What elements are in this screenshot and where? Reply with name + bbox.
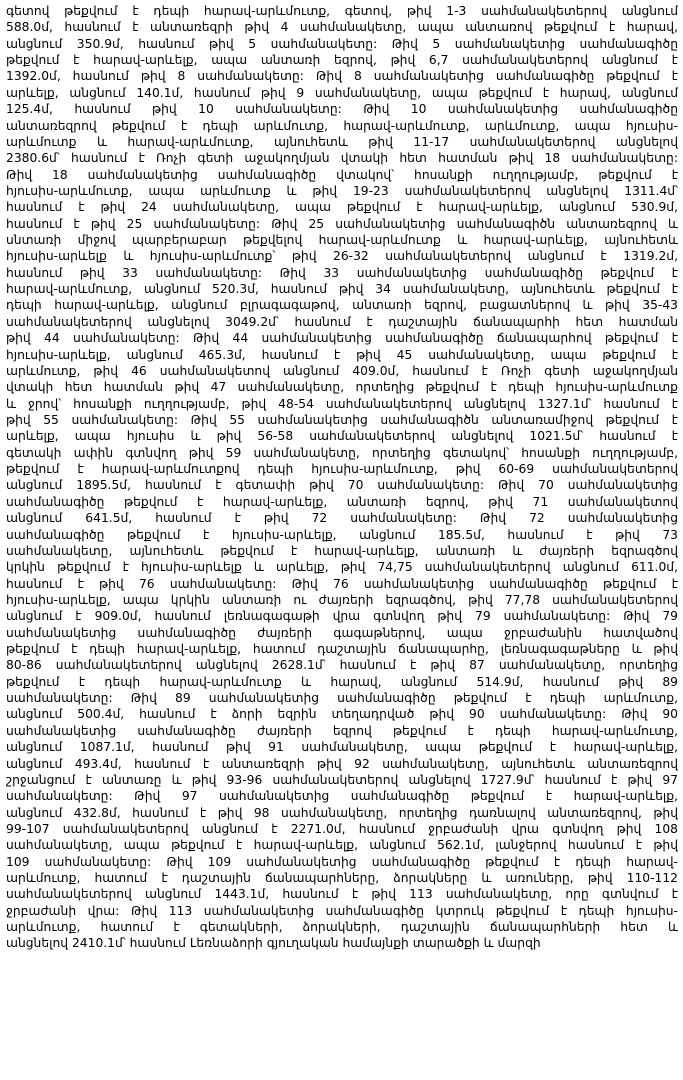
text-line: և ջրով՝ հոսանքի ուղղությամբ, թիվ 48-54 սահմանակետերով անցնելով 1327.1մ՝ հասնում է [6, 396, 678, 411]
text-line: անցնելով 2410.1մ՝ հասնում Լեռնաձորի գյուղական համայնքի տարածքի և մարզի [6, 936, 541, 951]
text-line: սահմանակետերով անցնելով 3049.2մ՝ հասնում է դաշտային ճանապարհի հետ հատման [6, 314, 678, 329]
text-line: հասնում է թիվ 24 սահմանակետը, ապա թեքվում է հարավ-արևելք, անցնում 530.9մ, [6, 200, 678, 215]
text-line: 125.4մ, հասնում թիվ 10 սահմանակետը: Թիվ 10 սահմանակետից սահմանագիծը [6, 102, 678, 117]
text-line: թեքվում է դեպի հարավ-արևմուտք և հարավ, անցնում 514.9մ, հասնում թիվ 89 [6, 674, 678, 689]
text-line: արևմուտք, հատում է դաշտային ճանապարհները, ձորակները և առուները, թիվ 110-112 [6, 871, 678, 886]
text-line: 99-107 սահմանակետերով անցնում է 2271.0մ, հասնում ջրբաժանի վրա գտնվող թիվ 108 [6, 821, 678, 836]
text-line [6, 952, 678, 968]
text-line: 109 սահմանակետը: Թիվ 109 սահմանակետից սահմանագիծը թեքվում է դեպի հարավ- [6, 854, 678, 869]
text-line: անցնում է 909.0մ, հասնում լեռնագագաթի վրա գտնվող թիվ 79 սահմանակետը: Թիվ 79 [6, 609, 678, 624]
text-line: անցնում 432.8մ, հասնում է թիվ 98 սահմանակետը, որտեղից դառնալով անտառեզրով, թիվ [6, 805, 678, 820]
text-line: սահմանակետը, այնուհետև թեքվում է հարավ-արևելք, անտառի և ժայռերի եզրագծով [6, 543, 678, 558]
text-line: դեպի հարավ-արևելք, անցնում բլրագագաթով, անտառի եզրով, բացատներով և թիվ 35-43 [6, 298, 678, 313]
text-line: հասնում թիվ 33 սահմանակետը: Թիվ 33 սահմանակետից սահմանագիծը թեքվում է [6, 265, 678, 280]
text-line: կրկին թեքվում է հյուսիս-արևելք և արևելք, թիվ 74,75 սահմանակետերով անցնում 611.0մ, [6, 560, 678, 575]
text-line: անցնում 1895.5մ, հասնում է գետափի թիվ 70 սահմանակետը: Թիվ 70 սահմանակետից [6, 478, 678, 493]
text-line: արևմուտք և հարավ-արևմուտք, այնուհետև թիվ 11-17 սահմանակետերով անցնելով [6, 134, 678, 149]
text-line: արևմուտք, թիվ 46 սահմանակետով անցնում 409.0մ, հասնում է Ռոչի գետի աջակողմյան [6, 363, 678, 378]
text-line: անցնում 493.4մ, հասնում է անտառեզրի թիվ 92 սահմանակետը, այնուհետև անտառեզրով [6, 756, 678, 771]
text-line: թիվ 44 սահմանակետը: Թիվ 44 սահմանակետից սահմանագիծը ճանապարհով թեքվում է [6, 331, 678, 346]
text-line: անցնում 641.5մ, հասնում է թիվ 72 սահմանակետը: Թիվ 72 սահմանակետից [6, 511, 678, 526]
text-line: 2380.6մ՝ հասնում է Ռոչի գետի աջակողմյան վտակի հետ հատման թիվ 18 սահմանակետը: [6, 151, 678, 166]
text-line: սահմանակետից սահմանագիծը ժայռերի գագաթներով, ապա ջրբաժանին հատվածով [6, 625, 678, 640]
text-line: հասնում է թիվ 25 սահմանակետը: Թիվ 25 սահմանակետից սահմանագիծն անտառեզրով և [6, 216, 678, 231]
text-line: արևելք, ապա հյուսիս և թիվ 56-58 սահմանակետերով անցնելով 1021.5մ՝ հասնում է [6, 429, 678, 444]
text-line: 1392.0մ, հասնում թիվ 8 սահմանակետը: Թիվ 8 սահմանակետից սահմանագիծը թեքվում է [6, 69, 678, 84]
text-line: 80-86 սահմանակետերով անցնելով 2628.1մ՝ հասնում է թիվ 87 սահմանակետը, որտեղից [6, 658, 678, 673]
text-line: հյուսիս-արևելք, անցնում 465.3մ, հասնում է թիվ 45 սահմանակետը, ապա թեքվում է [6, 347, 678, 362]
text-line: գետով թեքվում է դեպի հարավ-արևմուտք, գետով, թիվ 1-3 սահմանակետերով անցնում [6, 4, 678, 18]
text-line: սահմանակետը: Թիվ 97 սահմանակետից սահմանագիծը թեքվում է հարավ-արևելք, [6, 789, 678, 804]
text-line: թեքվում է հարավ-արևելք, ապա անտառի եզրով, թիվ 6,7 սահմանակետերով անցնում է [6, 53, 678, 68]
text-line: հարավ-արևմուտք, անցնում 520.3մ, հասնում թիվ 34 սահմանակետը, այնուհետև թեքվում է [6, 282, 678, 297]
text-line: սահմանակետից սահմանագիծը ժայռերի եզրով թեքվում է դեպի հարավ-արևմուտք, [6, 723, 678, 738]
text-line: արևելք, անցնում 140.1մ, հասնում թիվ 9 սահմանակետը, ապա թեքվում է հարավ, անցնում [6, 85, 678, 100]
text-line: Թիվ 18 սահմանակետից սահմանագիծը վտակով՝ հոսանքի ուղղությամբ, թեքվում է [6, 167, 678, 182]
text-line: ջրբաժանի վրա: Թիվ 113 սահմանակետից սահմանագիծը կտրուկ թեքվում է դեպի հյուսիս- [6, 903, 678, 918]
text-line: սնտառի միջով պարբերաբար թեքվելով հարավ-արևմուտք և հարավ-արևելք, այնուհետև [6, 233, 678, 248]
text-line: գետակի ափին գտնվող թիվ 59 սահմանակետը, որտեղից գետակով՝ հոսանքի ուղղությամբ, [6, 445, 678, 460]
text-line: սահմանագիծը թեքվում է հյուսիս-արևելք, անցնում 185.5մ, հասնում է թիվ 73 [6, 527, 678, 542]
text-line: անցնում 1087.1մ, հասնում թիվ 91 սահմանակետը, ապա թեքվում է հարավ-արևելք, [6, 740, 678, 755]
text-line: արևմուտք, հատում է գետակների, ձորակների, դաշտային ճանապարհների հետ և [6, 920, 678, 935]
text-line: սահմանակետը: Թիվ 89 սահմանակետից սահմանագիծը թեքվում է դեպի արևմուտք, [6, 691, 678, 706]
text-line: թեքվում է դեպի հարավ-արևելք, հատում դաշտային ճանապարհը, լեռնագագաթները և թիվ [6, 642, 678, 657]
text-line: հասնում է թիվ 76 սահմանակետը: Թիվ 76 սահմանակետից սահմանագիծը թեքվում է [6, 576, 678, 591]
text-line: սահմանակետերով անցնում 1443.1մ, հասնում է թիվ 113 սահմանակետը, որը գտնվում է [6, 887, 678, 902]
document-page [6, 3, 678, 1077]
text-line: սահմանակետը, ապա թեքվում է հարավ-արևելք, անցնում 562.1մ, լանջերով հասնում է թիվ [6, 838, 678, 853]
text-line: անտառեզրով թեքվում է դեպի արևմուտք, հարավ-արևմուտք, արևմուտք, ապա հյուսիս- [6, 118, 678, 133]
text-line: թեքվում է հարավ-արևմուտքով դեպի հյուսիս-արևմուտք, թիվ 60-69 սահմանակետերով [6, 462, 678, 477]
text-line: սահմանագիծը թեքվում է հարավ-արևելք, անտառի եզրով, թիվ 71 սահմանակետով [6, 494, 678, 509]
text-line: թիվ 55 սահմանակետը: Թիվ 55 սահմանակետից սահմանագիծն անտառամիջով թեքվում է [6, 412, 678, 427]
text-line: շրջանցում է անտառը և թիվ 93-96 սահմանակետերով անցնելով 1727.9մ՝ հասնում է թիվ 97 [6, 772, 678, 787]
text-line: անցնում 500.4մ, հասնում է ձորի եզրին տեղադրված թիվ 90 սահմանակետը: Թիվ 90 [6, 707, 678, 722]
text-line: հյուսիս-արևելք, ապա կրկին անտառի ու ժայռերի եզրագծով, թիվ 77,78 սահմանակետերով [6, 592, 678, 607]
text-line: անցնում 350.9մ, հասնում թիվ 5 սահմանակետը: Թիվ 5 սահմանակետից սահմանագիծը [6, 36, 678, 51]
text-line: հյուսիս-արևելք և հյուսիս-արևմուտք՝ թիվ 26-32 սահմանակետերով անցնում է 1319.2մ, [6, 249, 678, 264]
text-line: հյուսիս-արևմուտք, ապա արևմուտք և թիվ 19-23 սահմանակետերով անցնելով 1311.4մ՝ [6, 183, 678, 198]
text-line: վտակի հետ հատման թիվ 47 սահմանակետը, որտեղից թեքվում է դեպի հյուսիս-արևմուտք [6, 380, 678, 395]
text-line: 588.0մ, հասնում է անտառեզրի թիվ 4 սահմանակետը, ապա անտառով թեքվում է հարավ, [6, 20, 678, 35]
